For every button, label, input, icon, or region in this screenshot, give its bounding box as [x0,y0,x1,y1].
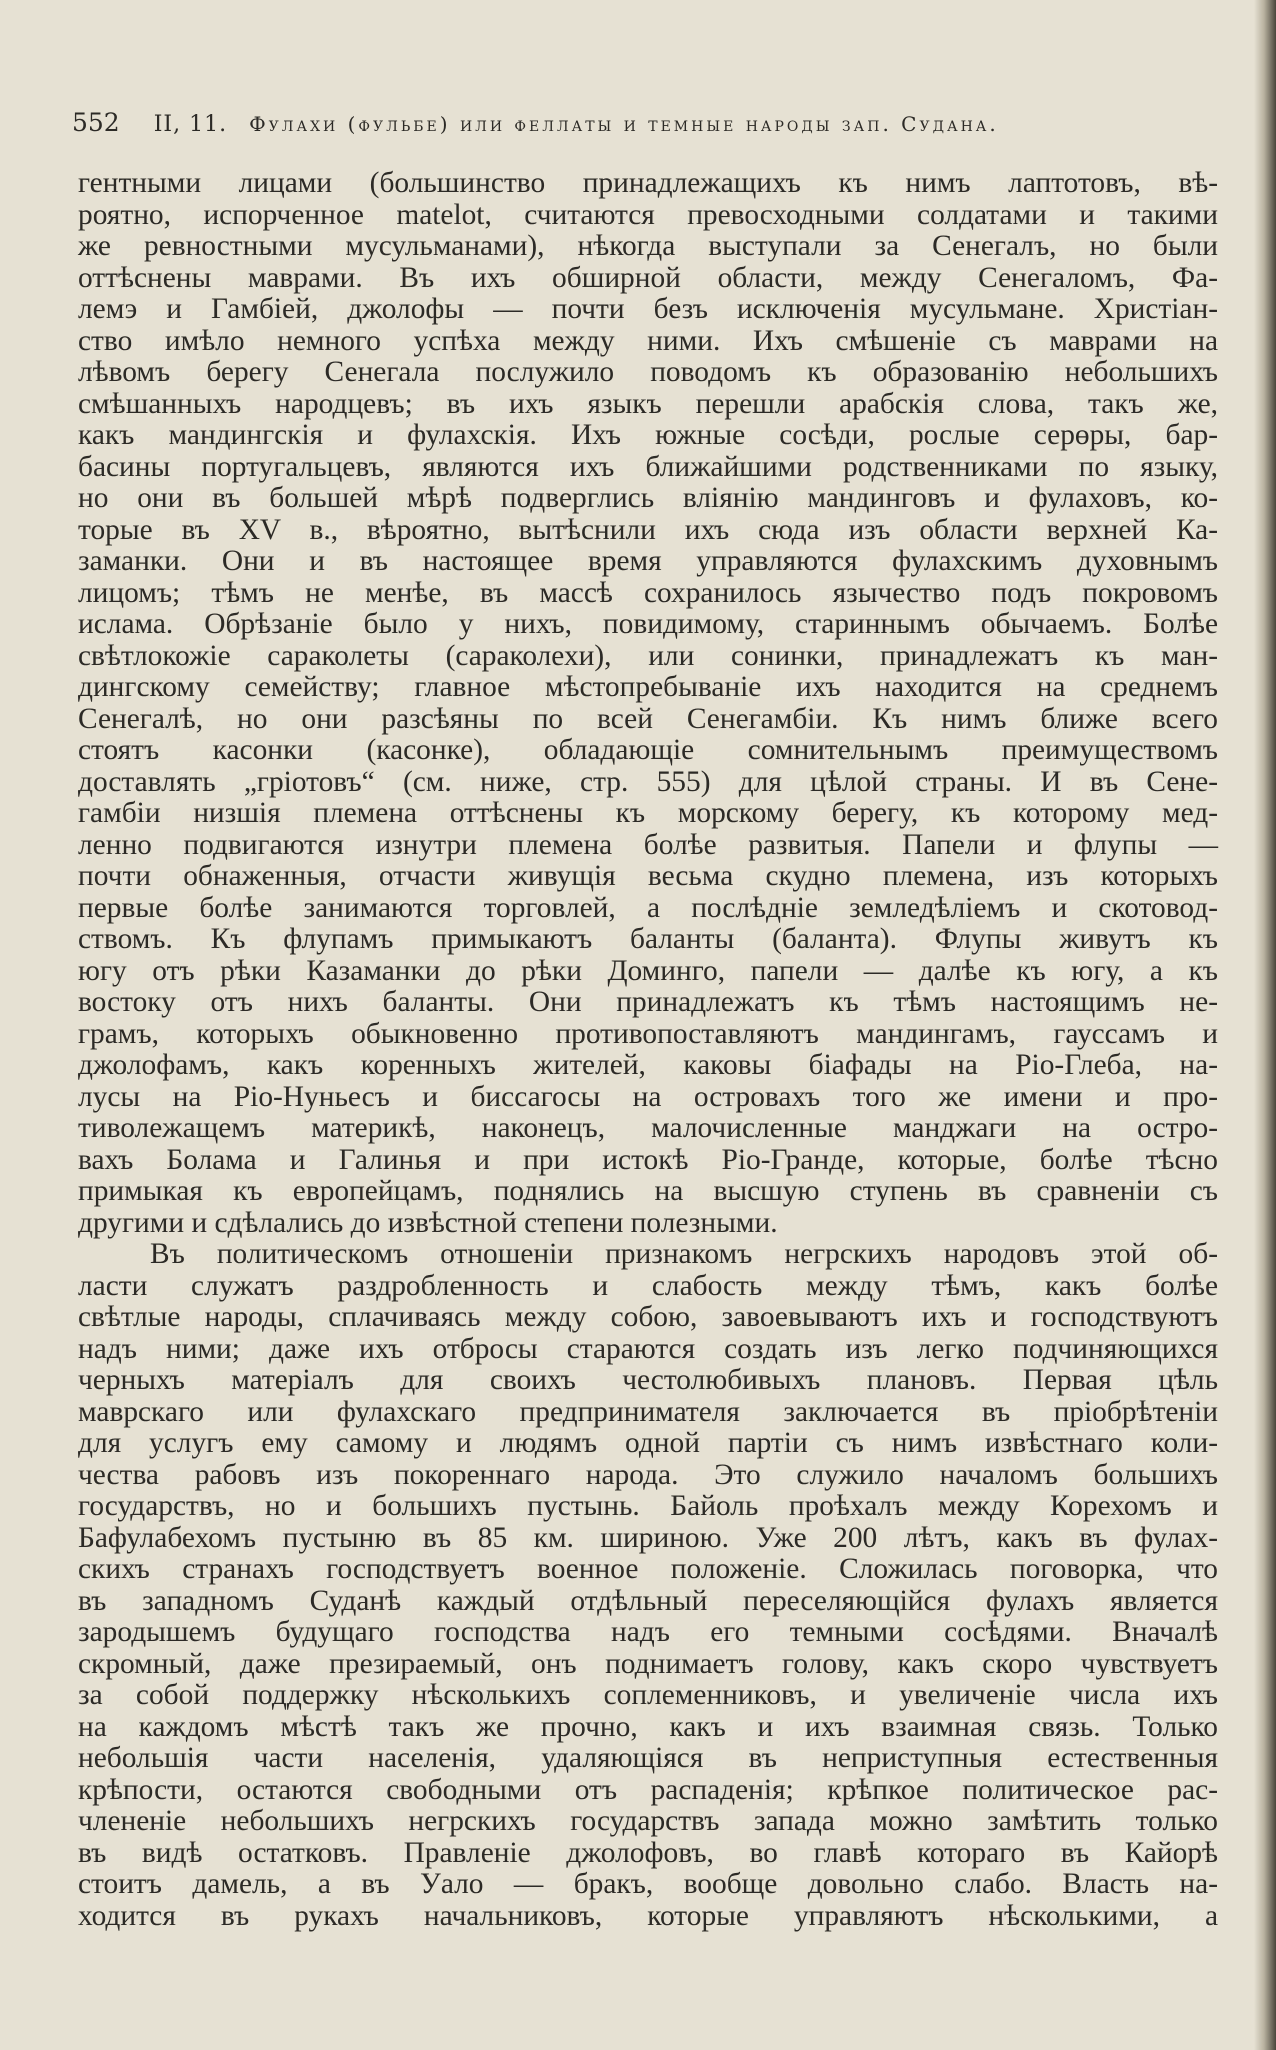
text-line: лемэ и Гамбіей, джолофы — почти безъ исключенія мусульмане. Христіан- [78,293,1218,325]
text-line: ходится въ рукахъ начальниковъ, которые управляютъ нѣсколькими, а [78,1899,1218,1932]
text-line: доставлять „гріотовъ“ (см. ниже, стр. 555) для цѣлой страны. И въ Сене- [78,765,1218,798]
text-line: въ видѣ остатковъ. Правленіе джолофовъ, во главѣ котораго въ Кайорѣ [78,1836,1218,1869]
text-line: черныхъ матеріалъ для своихъ честолюбивыхъ плановъ. Первая цѣль [78,1364,1218,1396]
text-line: какъ мандингскія и фулахскія. Ихъ южные сосѣди, рослые серөры, бар- [78,419,1218,451]
text-line: небольшія части населенія, удаляющіяся въ неприступныя естественныя [78,1742,1218,1774]
text-line: скихъ странахъ господствуетъ военное положеніе. Сложилась поговорка, что [78,1553,1218,1585]
text-line: на каждомъ мѣстѣ такъ же прочно, какъ и ихъ взаимная связь. Только [78,1710,1218,1743]
text-line: торые въ XV в., вѣроятно, вытѣснили ихъ сюда изъ области верхней Ка- [78,513,1218,546]
text-line: джолофамъ, какъ коренныхъ жителей, каковы біафады на Ріо-Глеба, на- [78,1049,1218,1081]
binding-shadow [1254,0,1276,2050]
text-line: вахъ Болама и Галинья и при истокѣ Ріо-Гранде, которые, болѣе тѣсно [78,1143,1218,1176]
section-number: II, 11. [153,112,228,137]
page-number: 552 [72,108,120,137]
text-line: за собой поддержку нѣсколькихъ соплеменниковъ, и увеличеніе числа ихъ [78,1679,1218,1711]
text-line: Въ политическомъ отношеніи признакомъ негрскихъ народовъ этой об- [150,1238,1218,1270]
text-line: ласти служатъ раздробленность и слабость между тѣмъ, какъ болѣе [78,1269,1218,1302]
text-line: стоятъ касонки (касонке), обладающіе сомнительнымъ преимуществомъ [78,734,1218,766]
running-header [72,108,1172,148]
text-line: востоку отъ нихъ баланты. Они принадлежатъ къ тѣмъ настоящимъ не- [78,986,1218,1018]
text-line: югу отъ рѣки Казаманки до рѣки Доминго, папели — далѣе къ югу, а къ [78,954,1218,987]
text-line: басины португальцевъ, являются ихъ ближайшими родственниками по языку, [78,450,1218,483]
text-line: примыкая къ европейцамъ, поднялись на высшую ступень въ сравненіи съ [78,1175,1218,1207]
text-line: оттѣснены маврами. Въ ихъ обширной области, между Сенегаломъ, Фа- [78,261,1218,294]
body-text [78,168,1218,1932]
text-line: свѣтлокожіе сараколеты (сараколехи), или сонинки, принадлежатъ къ ман- [78,639,1218,672]
text-line: члененіе небольшихъ негрскихъ государствъ запада можно замѣтить только [78,1805,1218,1837]
text-line: скромный, даже презираемый, онъ поднимаетъ голову, какъ скоро чувствуетъ [78,1647,1218,1680]
text-line: крѣпости, остаются свободными отъ распаденія; крѣпкое политическое рас- [78,1773,1218,1806]
text-line: грамъ, которыхъ обыкновенно противопоставляютъ мандингамъ, гауссамъ и [78,1017,1218,1050]
text-line: роятно, испорченное matelot, считаются превосходными солдатами и такими [78,198,1218,231]
text-line: стоитъ дамель, а въ Уало — бракъ, вообще довольно слабо. Власть на- [78,1868,1218,1900]
text-line: же ревностными мусульманами), нѣкогда выступали за Сенегалъ, но были [78,230,1218,262]
text-line: Бафулабехомъ пустыню въ 85 км. шириною. Уже 200 лѣтъ, какъ въ фулах- [78,1521,1218,1554]
text-line: государствъ, но и большихъ пустынь. Байоль проѣхалъ между Корехомъ и [78,1490,1218,1522]
text-line: дингскому семейству; главное мѣстопребываніе ихъ находится на среднемъ [78,671,1218,703]
text-line: почти обнаженныя, отчасти живущія весьма скудно племена, изъ которыхъ [78,860,1218,892]
text-line: лѣвомъ берегу Сенегала послужило поводомъ къ образованію небольшихъ [78,356,1218,388]
text-line: въ западномъ Суданѣ каждый отдѣльный переселяющійся фулахъ является [78,1584,1218,1617]
chapter-title: Фулахи (фульбе) или феллаты и темные народы зап. Судана. [249,112,999,136]
text-line: ствомъ. Къ флупамъ примыкаютъ баланты (баланта). Флупы живутъ къ [78,923,1218,955]
text-line: гентными лицами (большинство принадлежащихъ къ нимъ лаптотовъ, вѣ- [78,167,1218,199]
text-line: тиволежащемъ материкѣ, наконецъ, малочисленные манджаги на остро- [78,1112,1218,1144]
text-line: для услугъ ему самому и людямъ одной партіи съ нимъ извѣстнаго коли- [78,1427,1218,1459]
text-line: надъ ними; даже ихъ отбросы стараются создать изъ легко подчиняющихся [78,1332,1218,1365]
text-line: но они въ большей мѣрѣ подверглись вліянію мандинговъ и фулаховъ, ко- [78,482,1218,514]
text-line: лицомъ; тѣмъ не менѣе, въ массѣ сохранилось язычество подъ покровомъ [78,576,1218,609]
text-line: Сенегалѣ, но они разсѣяны по всей Сенегамбіи. Къ нимъ ближе всего [78,702,1218,735]
text-line: другими и сдѣлались до извѣстной степени полезными. [78,1206,778,1239]
text-line: заманки. Они и въ настоящее время управляются фулахскимъ духовнымъ [78,545,1218,577]
text-line: ислама. Обрѣзаніе было у нихъ, повидимому, стариннымъ обычаемъ. Болѣе [78,608,1218,640]
text-line: первые болѣе занимаются торговлей, а послѣдніе земледѣліемъ и скотовод- [78,891,1218,924]
text-line: ство имѣло немного успѣха между ними. Ихъ смѣшеніе съ маврами на [78,324,1218,357]
text-line: свѣтлые народы, сплачиваясь между собою, завоевываютъ ихъ и господствуютъ [78,1301,1218,1333]
text-line: чества рабовъ изъ покореннаго народа. Это служило началомъ большихъ [78,1458,1218,1491]
text-line: лусы на Ріо-Нуньесъ и биссагосы на островахъ того же имени и про- [78,1080,1218,1113]
text-line: зародышемъ будущаго господства надъ его темными сосѣдями. Вначалѣ [78,1616,1218,1648]
text-line: маврскаго или фулахскаго предпринимателя заключается въ пріобрѣтеніи [78,1395,1218,1428]
text-line: ленно подвигаются изнутри племена болѣе развитыя. Папели и флупы — [78,828,1218,861]
text-line: смѣшанныхъ народцевъ; въ ихъ языкъ перешли арабскія слова, такъ же, [78,387,1218,420]
text-line: гамбіи низшія племена оттѣснены къ морскому берегу, къ которому мед- [78,797,1218,829]
